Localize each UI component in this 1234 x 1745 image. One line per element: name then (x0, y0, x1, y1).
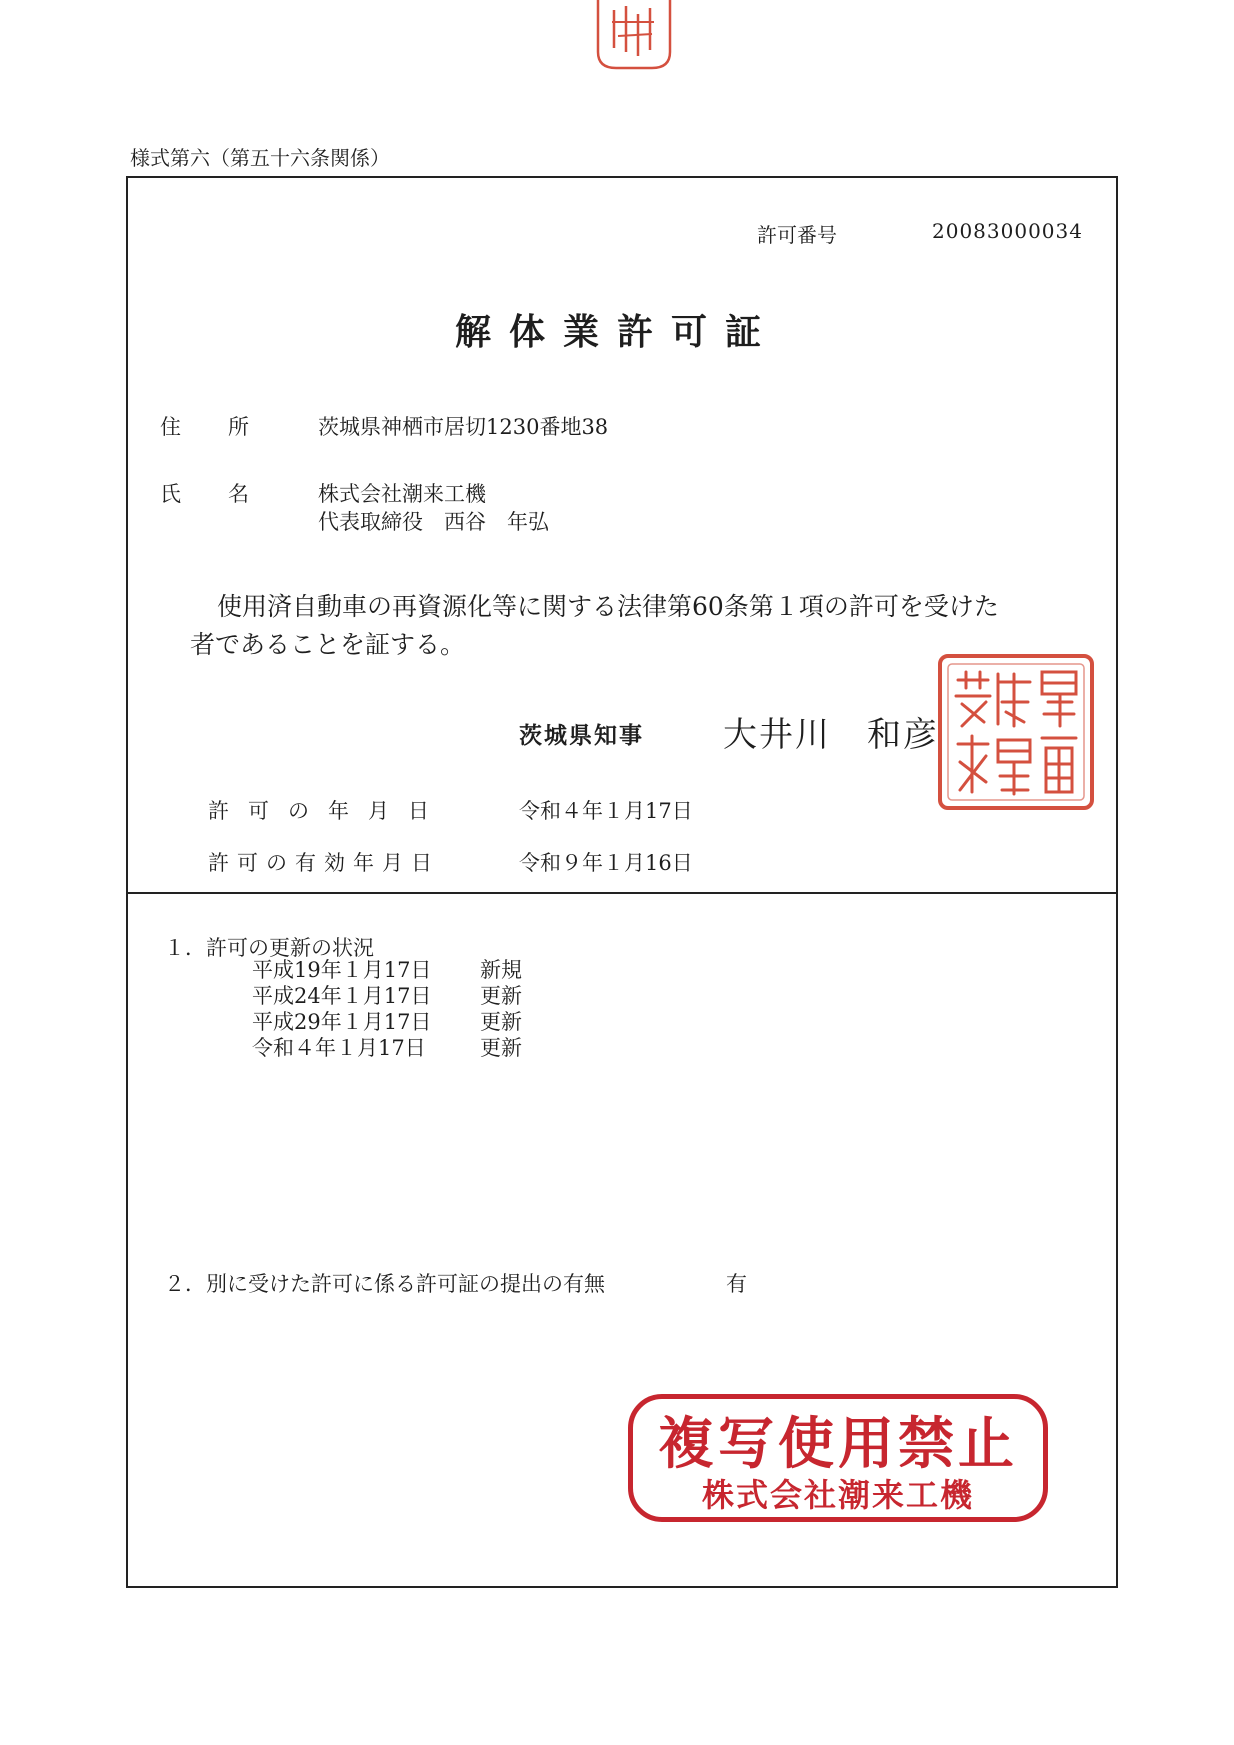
other-permit-label: ２．別に受けた許可に係る許可証の提出の有無 (164, 1272, 605, 1296)
representative-name: 代表取締役 西谷 年弘 (318, 510, 549, 534)
address-label-2: 所 (228, 415, 249, 439)
governor-seal (936, 652, 1096, 812)
renewal-type: 更新 (480, 1036, 522, 1060)
other-permit-value: 有 (726, 1272, 747, 1296)
renewal-date: 平成24年１月17日 (252, 984, 432, 1008)
company-name: 株式会社潮来工機 (318, 482, 486, 506)
permit-number-label: 許可番号 (757, 223, 837, 247)
renewal-history (252, 957, 522, 1061)
renewal-date: 令和４年１月17日 (252, 1036, 426, 1060)
name-label-2: 名 (228, 482, 249, 506)
stamp-main-text: 複写使用禁止 (658, 1412, 1018, 1477)
section-divider (126, 892, 1118, 894)
renewal-entry (252, 983, 522, 1009)
name-label-1: 氏 (160, 482, 181, 506)
statement-line-2: 者であることを証する。 (190, 630, 466, 659)
valid-date-label: 許可の有効年月日 (208, 851, 440, 875)
renewal-entry (252, 957, 522, 983)
top-partial-seal (592, 0, 678, 72)
governor-title: 茨城県知事 (519, 722, 644, 749)
form-label: 様式第六（第五十六条関係） (130, 146, 390, 170)
renewal-entry (252, 1009, 522, 1035)
governor-name: 大井川 和彦 (723, 715, 939, 755)
valid-date-value: 令和９年１月16日 (519, 851, 693, 875)
stamp-company-text: 株式会社潮来工機 (701, 1476, 974, 1514)
renewal-type: 更新 (480, 1010, 522, 1034)
renewal-date: 平成29年１月17日 (252, 1010, 432, 1034)
permit-date-value: 令和４年１月17日 (519, 799, 693, 823)
permit-date-label: 許可の年月日 (208, 799, 448, 823)
permit-number: 20083000034 (932, 219, 1083, 243)
renewal-heading: １．許可の更新の状況 (164, 936, 374, 960)
address-label-1: 住 (160, 415, 181, 439)
renewal-type: 新規 (480, 958, 522, 982)
renewal-type: 更新 (480, 984, 522, 1008)
address-value: 茨城県神栖市居切1230番地38 (318, 415, 609, 439)
renewal-date: 平成19年１月17日 (252, 958, 432, 982)
renewal-entry (252, 1035, 522, 1061)
certificate-frame (126, 176, 1118, 1588)
document-title: 解体業許可証 (454, 311, 779, 353)
statement-line-1: 使用済自動車の再資源化等に関する法律第60条第１項の許可を受けた (217, 592, 999, 621)
